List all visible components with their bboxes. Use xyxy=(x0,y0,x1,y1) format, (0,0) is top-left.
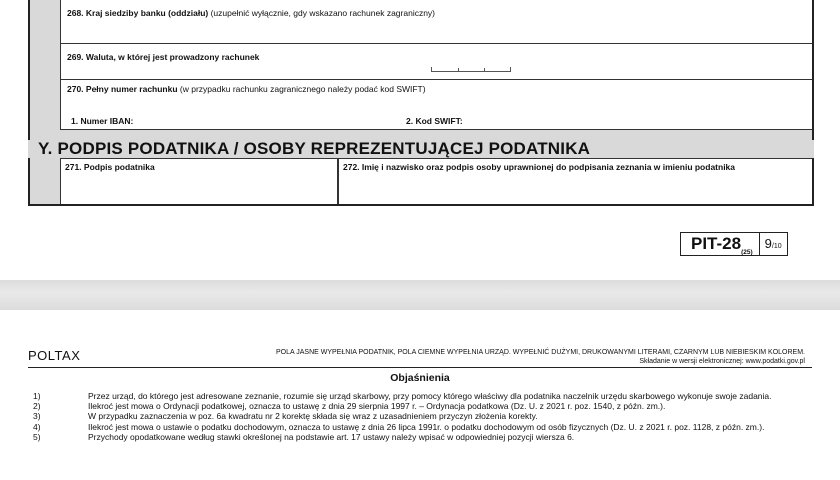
poltax-brand: POLTAX xyxy=(28,348,81,363)
form-instructions xyxy=(140,348,805,366)
header-divider xyxy=(28,367,812,368)
note-number: 4) xyxy=(33,421,41,432)
form-code: PIT-28 xyxy=(691,234,742,253)
note-text: Przychody opodatkowane według stawki określonej na podstawie art. 17 ustawy należy wpisać w odpowiedniej pozycji wiersza 6. xyxy=(88,431,575,442)
form-code-box xyxy=(680,232,788,256)
section-y-header xyxy=(28,140,814,158)
note-text: Ilekroć jest mowa o ustawie o podatku dochodowym, oznacza to ustawę z dnia 26 lipca 1991r. o podatku dochodowym od osób fizycznych (Dz. U. z 2021 r. poz. 1128, z późn. zm.). xyxy=(88,421,765,432)
form-version: (25) xyxy=(741,249,753,256)
notes-list xyxy=(33,392,813,443)
field-271-label: 271. Podpis podatnika xyxy=(65,162,155,172)
note-item xyxy=(33,423,813,432)
note-text: W przypadku zaznaczenia w poz. 6a kwadratu nr 2 korektę składa się wraz z uzasadnieniem przyczyn złożenia korekty. xyxy=(88,411,538,422)
field-270-note: (w przypadku rachunku zagranicznego należy podać kod SWIFT) xyxy=(177,84,426,94)
currency-code-boxes xyxy=(431,67,511,72)
field-268[interactable] xyxy=(60,0,812,44)
field-269[interactable] xyxy=(60,44,812,80)
field-270-label: 270. Pełny numer rachunku xyxy=(67,84,178,94)
field-268-note: (uzupełnić wyłącznie, gdy wskazano rachunek zagraniczny) xyxy=(208,8,436,18)
note-number: 1) xyxy=(33,391,41,401)
field-270[interactable] xyxy=(60,80,812,130)
note-item xyxy=(33,392,813,401)
note-item xyxy=(33,412,813,421)
form-page-10 xyxy=(0,310,840,480)
note-number: 3) xyxy=(33,411,41,422)
note-number: 5) xyxy=(33,431,41,442)
note-number: 2) xyxy=(33,401,41,412)
section-y-title: Y. PODPIS PODATNIKA / OSOBY REPREZENTUJĄCEJ PODATNIKA xyxy=(38,139,591,158)
signature-divider xyxy=(337,159,339,204)
note-item xyxy=(33,433,813,442)
note-text: Przez urząd, do którego jest adresowane zeznanie, rozumie się urząd skarbowy, przy pomocy którego właściwy dla podatnika naczelnik urzędu skarbowego wykonuje swoje zadania. xyxy=(88,391,772,401)
instruction-text: POLA JASNE WYPEŁNIA PODATNIK, POLA CIEMNE WYPEŁNIA URZĄD. WYPEŁNIĆ DUŻYMI, DRUKOWANYMI LITERAMI, CZARNYM LUB NIEBIESKIM KOLOREM. xyxy=(276,349,805,356)
note-text: Ilekroć jest mowa o Ordynacji podatkowej, oznacza to ustawę z dnia 29 sierpnia 1997 r. – Ordynacja podatkowa (Dz. U. z 2021 r. poz. 1540, z późn. zm.). xyxy=(88,401,666,412)
field-269-label: 269. Waluta, w której jest prowadzony rachunek xyxy=(67,52,260,62)
page-gap xyxy=(0,280,840,310)
electronic-filing-link[interactable]: Składanie w wersji elektronicznej: www.podatki.gov.pl xyxy=(639,358,805,365)
swift-label: 2. Kod SWIFT: xyxy=(406,116,463,126)
field-272-label: 272. Imię i nazwisko oraz podpis osoby uprawnionej do podpisania zeznania w imieniu podatnika xyxy=(343,162,736,172)
field-268-label: 268. Kraj siedziby banku (oddziału) xyxy=(67,8,209,18)
bank-account-section xyxy=(28,0,814,206)
notes-heading: Objaśnienia xyxy=(390,372,450,384)
signature-row xyxy=(60,158,812,204)
note-item xyxy=(33,402,813,411)
iban-label: 1. Numer IBAN: xyxy=(71,116,134,126)
page-number: 9/10 xyxy=(759,233,787,255)
